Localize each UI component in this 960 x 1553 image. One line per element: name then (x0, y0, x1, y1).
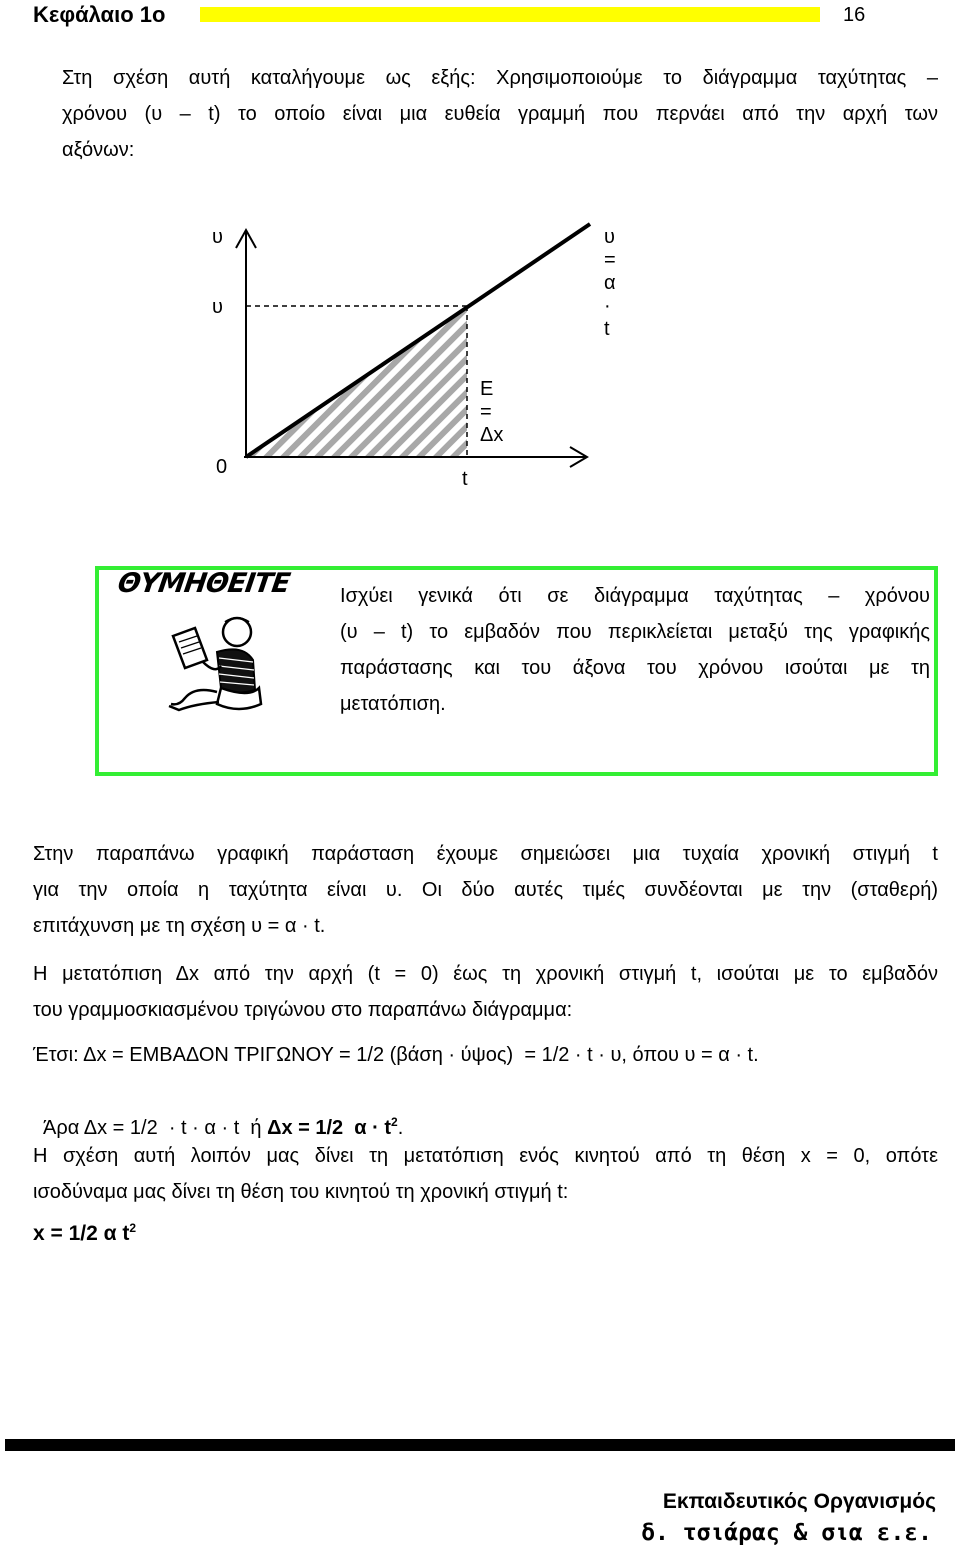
intro-line: αξόνων: (62, 139, 135, 161)
page-number: 16 (843, 4, 866, 26)
y-value-label: υ (212, 296, 223, 318)
footer-organization: Εκπαιδευτικός Οργανισμός (662, 1490, 936, 1513)
body-line: Η μετατόπιση Δx από την αρχή (t = 0) έως τη χρονική στιγμή t, ισούται με το εμβαδόν (33, 963, 938, 985)
remember-text (340, 578, 930, 722)
body-paragraph-2 (33, 956, 938, 1028)
intro-paragraph (62, 60, 938, 168)
equation-bold: Δx = 1/2 α · t (267, 1117, 391, 1139)
body-line: για την οποία η ταχύτητα είναι υ. Οι δύο αυτές τιμές συνδέονται με την (σταθερή) (33, 879, 938, 901)
area-label: Ε = Δx (480, 378, 504, 446)
diagram-graphic (180, 200, 740, 500)
body-line: επιτάχυνση με τη σχέση υ = α · t. (33, 915, 326, 937)
origin-label: 0 (216, 456, 228, 478)
body-line: Στην παραπάνω γραφική παράσταση έχουμε σημειώσει μια τυχαία χρονική στιγμή t (33, 843, 938, 865)
remember-line: Ισχύει γενικά ότι σε διάγραμμα ταχύτητας – χρόνου (340, 585, 930, 607)
equation-suffix: . (397, 1117, 404, 1139)
body-line: ισοδύναμα μας δίνει τη θέση του κινητού τη χρονική στιγμή t: (33, 1181, 569, 1203)
remember-line: παράστασης και του άξονα του χρόνου ισούται με τη (340, 657, 930, 679)
body-line: Η σχέση αυτή λοιπόν μας δίνει τη μετατόπιση ενός κινητού από τη θέση x = 0, οπότε (33, 1145, 938, 1167)
x-value-label: t (462, 468, 468, 490)
intro-line: Στη σχέση αυτή καταλήγουμε ως εξής: Χρησιμοποιούμε το διάγραμμα ταχύτητας – (62, 67, 938, 89)
body-line: του γραμμοσκιασμένου τριγώνου στο παραπάνω διάγραμμα: (33, 999, 573, 1021)
body-paragraph-1 (33, 836, 938, 944)
footer-publisher: δ. τσιάρας & σια ε.ε. (641, 1520, 932, 1546)
equation-prefix: Άρα Δx = 1/2 · t · α · t ή (43, 1117, 268, 1139)
footer-rule (5, 1439, 955, 1451)
equation-exponent: 2 (391, 1115, 398, 1129)
body-paragraph-3 (33, 1138, 938, 1210)
remember-line: (υ – t) το εμβαδόν που περικλείεται μεταξύ της γραφικής (340, 621, 930, 643)
position-equation (33, 1222, 136, 1246)
equation-triangle-area: Έτσι: Δx = ΕΜΒΑΔΟΝ ΤΡΙΓΩΝΟΥ = 1/2 (βάση · ύψος) = 1/2 · t · υ, όπου υ = α · t. (33, 1044, 759, 1066)
reading-child-icon (165, 614, 265, 718)
y-axis-label: υ (212, 226, 223, 248)
position-equation-exponent: 2 (129, 1221, 137, 1235)
remember-title: ΘΥΜΗΘΕΙΤΕ (115, 568, 292, 599)
chapter-title: Κεφάλαιο 1ο (33, 2, 166, 27)
line-equation-label: υ = α · t (604, 226, 616, 340)
remember-line: μετατόπιση. (340, 693, 446, 715)
intro-line: χρόνου (υ – t) το οποίο είναι μια ευθεία γραμμή που περνάει από την αρχή των (62, 103, 938, 125)
position-equation-text: x = 1/2 α t (33, 1222, 130, 1245)
header-highlight-bar (200, 7, 820, 22)
equation-displacement (33, 1094, 403, 1140)
